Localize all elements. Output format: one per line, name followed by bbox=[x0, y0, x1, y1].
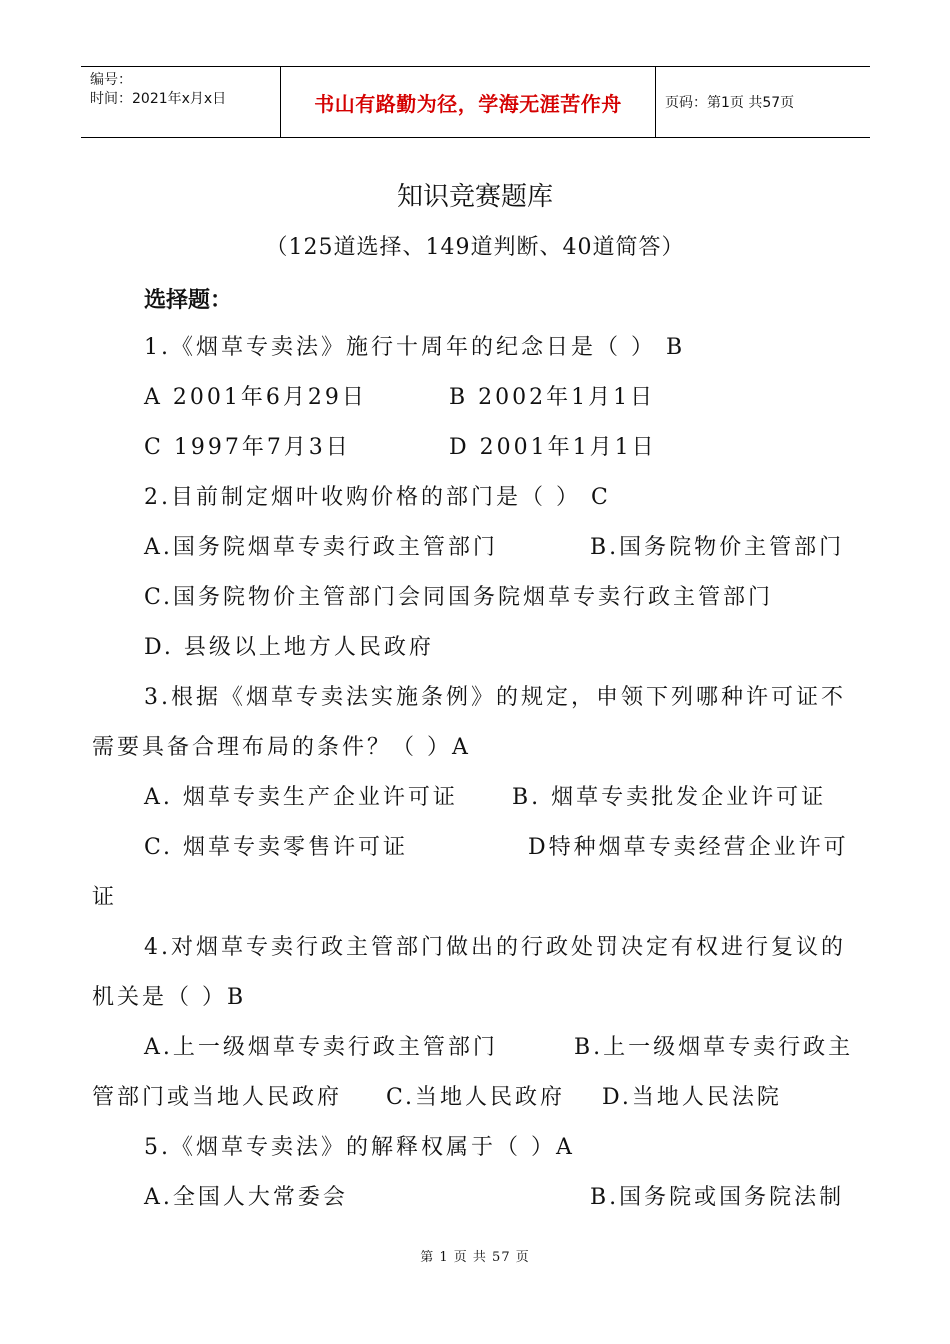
section-title: 选择题： bbox=[144, 288, 233, 313]
document-subtitle: （125道选择、149道判断、40道简答） bbox=[265, 235, 685, 260]
option-line: A. 烟草专卖生产企业许可证 bbox=[144, 785, 458, 810]
header-motto: 书山有路勤为径，学海无涯苦作舟 bbox=[314, 91, 622, 116]
option-line: A.国务院烟草专卖行政主管部门 bbox=[144, 535, 498, 560]
option-line: B 2002年1月1日 bbox=[449, 385, 656, 410]
option-line: C 1997年7月3日 bbox=[144, 435, 351, 460]
option-line: A.上一级烟草专卖行政主管部门 bbox=[144, 1035, 498, 1060]
option-line: C.当地人民政府 bbox=[386, 1085, 566, 1110]
page-footer: 第 1 页 共 57 页 bbox=[420, 1250, 530, 1265]
document-title: 知识竞赛题库 bbox=[396, 182, 553, 212]
option-line: D 2001年1月1日 bbox=[449, 435, 657, 460]
option-line: D. 县级以上地方人民政府 bbox=[144, 635, 434, 660]
question-line: 需要具备合理布局的条件？（ ）A bbox=[92, 735, 471, 760]
question-line: 5.《烟草专卖法》的解释权属于（ ）A bbox=[144, 1135, 575, 1160]
option-line: D特种烟草专卖经营企业许可 bbox=[528, 835, 849, 860]
option-line: 管部门或当地人民政府 bbox=[92, 1085, 343, 1110]
question-line: 机关是（ ）B bbox=[92, 985, 247, 1010]
option-line: B.国务院物价主管部门 bbox=[590, 535, 845, 560]
option-line: D.当地人民法院 bbox=[602, 1085, 782, 1110]
number-label: 编号： bbox=[90, 72, 132, 88]
option-line: C.国务院物价主管部门会同国务院烟草专卖行政主管部门 bbox=[144, 585, 774, 610]
header-page-info: 页码：第1页 共57页 bbox=[665, 95, 795, 111]
header-motto-cell bbox=[280, 67, 656, 137]
option-line: C. 烟草专卖零售许可证 bbox=[144, 835, 409, 860]
question-line: 4.对烟草专卖行政主管部门做出的行政处罚决定有权进行复议的 bbox=[144, 935, 846, 960]
option-line: B. 烟草专卖批发企业许可证 bbox=[512, 785, 827, 810]
option-line: A.全国人大常委会 bbox=[144, 1185, 348, 1210]
header-page-cell bbox=[656, 67, 870, 137]
option-line: A 2001年6月29日 bbox=[144, 385, 367, 410]
option-line: B.国务院或国务院法制 bbox=[590, 1185, 845, 1210]
question-line: 2.目前制定烟叶收购价格的部门是（ ） C bbox=[144, 485, 611, 510]
question-line: 1.《烟草专卖法》施行十周年的纪念日是（ ） B bbox=[144, 335, 686, 360]
header-meta bbox=[81, 67, 280, 137]
option-line: B.上一级烟草专卖行政主 bbox=[574, 1035, 854, 1060]
header-table bbox=[81, 66, 870, 138]
option-line: 证 bbox=[92, 885, 118, 910]
time-label: 时间：2021年x月x日 bbox=[90, 91, 227, 107]
question-line: 3.根据《烟草专卖法实施条例》的规定，申领下列哪种许可证不 bbox=[144, 685, 846, 710]
